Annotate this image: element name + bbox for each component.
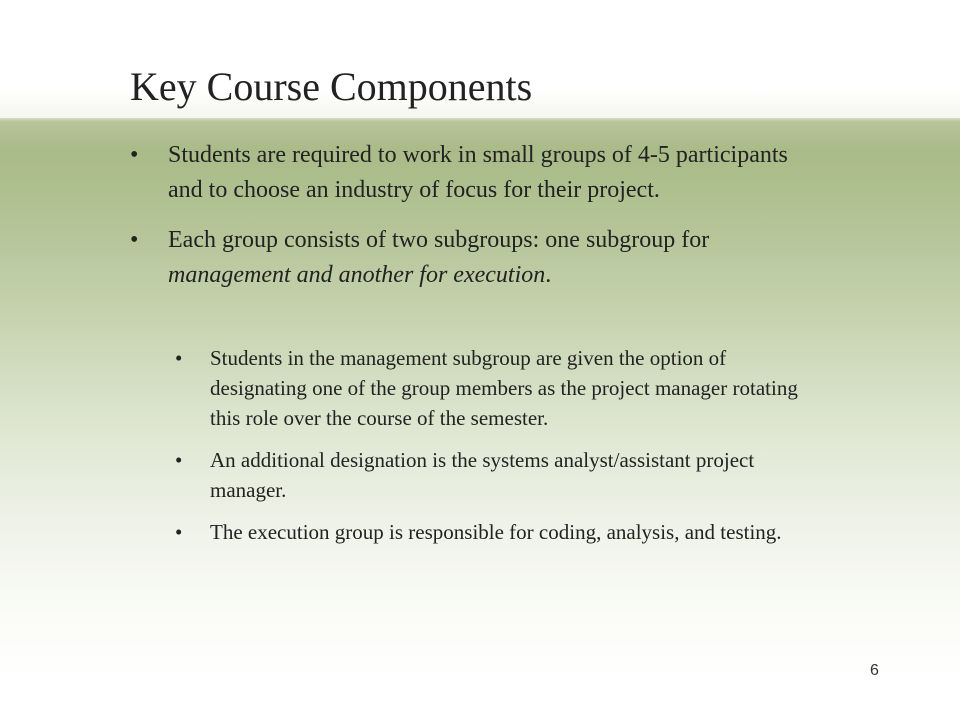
bullet-text-end: . xyxy=(545,262,552,288)
bullet-item-subgroups xyxy=(130,223,820,293)
sub-bullet-marker: • xyxy=(175,448,183,472)
bullet-list xyxy=(130,138,820,308)
bullet-text: Each group consists of two subgroups: one subgroup for xyxy=(168,227,710,253)
bullet-marker: • xyxy=(130,227,139,253)
page-number: 6 xyxy=(870,662,879,679)
bullet-text: Students are required to work in small groups of 4-5 participants and to choose an industry of focus for their project. xyxy=(168,142,788,203)
bullet-text-emphasis: management and another for execution xyxy=(168,262,546,288)
sub-bullet-text: Students in the management subgroup are given the option of designating one of the group members as the project manager rotating this role over the course of the semester. xyxy=(210,346,798,430)
bullet-item-groups xyxy=(130,138,820,208)
sub-bullet-marker: • xyxy=(175,520,183,544)
sub-bullet-list xyxy=(130,343,820,559)
sub-bullet-item-execution xyxy=(130,517,820,547)
sub-bullet-text: The execution group is responsible for coding, analysis, and testing. xyxy=(210,520,782,544)
sub-bullet-item-management xyxy=(130,343,820,433)
sub-bullet-text: An additional designation is the systems analyst/assistant project manager. xyxy=(210,448,755,502)
bullet-marker: • xyxy=(130,142,139,168)
sub-bullet-item-analyst xyxy=(130,445,820,505)
slide-title: Key Course Components xyxy=(130,64,533,109)
sub-bullet-marker: • xyxy=(175,346,183,370)
